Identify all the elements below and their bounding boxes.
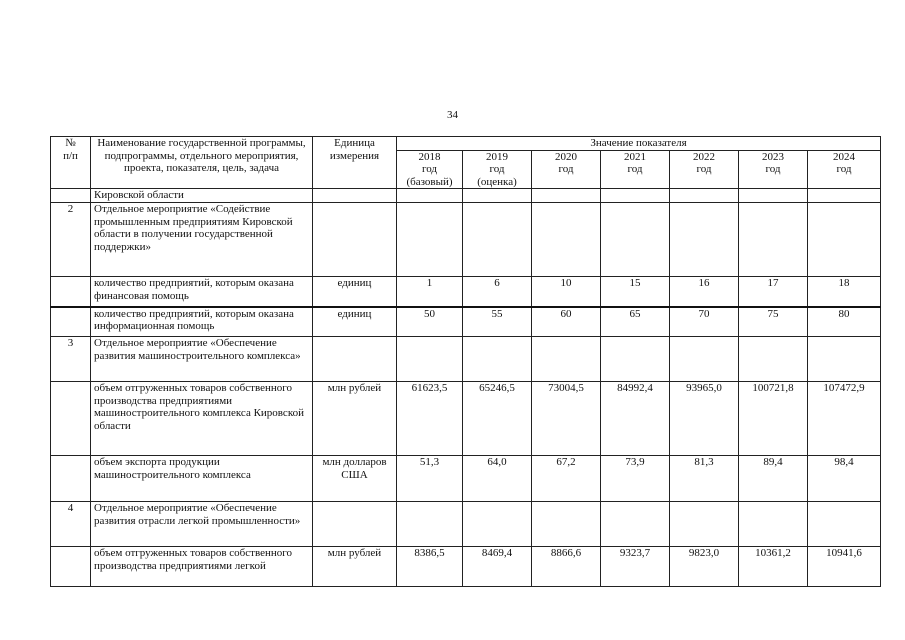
table-body	[51, 189, 881, 587]
row-value: 8469,4	[463, 547, 532, 587]
row-value	[739, 203, 808, 277]
row-value: 64,0	[463, 456, 532, 502]
row-value: 84992,4	[601, 382, 670, 456]
row-value	[808, 502, 881, 547]
row-value	[463, 337, 532, 382]
row-value	[808, 337, 881, 382]
row-value	[397, 337, 463, 382]
row-number	[51, 547, 91, 587]
row-value: 60	[532, 307, 601, 337]
row-unit: млн рублей	[313, 547, 397, 587]
row-value: 61623,5	[397, 382, 463, 456]
row-value	[532, 189, 601, 203]
row-unit	[313, 189, 397, 203]
row-value	[397, 203, 463, 277]
row-value: 100721,8	[739, 382, 808, 456]
header-year: 2018 год (базовый)	[397, 150, 463, 189]
row-name: количество предприятий, которым оказана финансовая помощь	[91, 277, 313, 307]
header-year: 2019 год (оценка)	[463, 150, 532, 189]
row-value: 65	[601, 307, 670, 337]
table-row	[51, 382, 881, 456]
row-value	[397, 502, 463, 547]
row-name: объем экспорта продукции машиностроительного комплекса	[91, 456, 313, 502]
header-year: 2022 год	[670, 150, 739, 189]
table-row	[51, 502, 881, 547]
row-value	[601, 337, 670, 382]
row-value	[601, 203, 670, 277]
row-value: 55	[463, 307, 532, 337]
row-value: 81,3	[670, 456, 739, 502]
row-value	[532, 337, 601, 382]
indicators-table	[50, 136, 881, 587]
table-row	[51, 337, 881, 382]
row-value	[463, 502, 532, 547]
row-number	[51, 277, 91, 307]
header-year: 2021 год	[601, 150, 670, 189]
row-unit: млн долларов США	[313, 456, 397, 502]
row-number	[51, 189, 91, 203]
row-value	[670, 189, 739, 203]
row-number	[51, 307, 91, 337]
row-unit: единиц	[313, 307, 397, 337]
row-value	[463, 189, 532, 203]
row-unit	[313, 337, 397, 382]
row-name: Отдельное мероприятие «Обеспечение развития машиностроительного комплекса»	[91, 337, 313, 382]
row-name: Отдельное мероприятие «Содействие промышленным предприятиям Кировской области в получении государственной поддержки»	[91, 203, 313, 277]
row-value: 70	[670, 307, 739, 337]
row-value: 50	[397, 307, 463, 337]
row-value: 16	[670, 277, 739, 307]
row-number: 2	[51, 203, 91, 277]
row-name: Отдельное мероприятие «Обеспечение развития отрасли легкой промышленности»	[91, 502, 313, 547]
table-row	[51, 203, 881, 277]
row-name: объем отгруженных товаров собственного производства предприятиями легкой	[91, 547, 313, 587]
table-row	[51, 277, 881, 307]
row-value: 73,9	[601, 456, 670, 502]
row-value: 9323,7	[601, 547, 670, 587]
row-unit: млн рублей	[313, 382, 397, 456]
row-value	[601, 189, 670, 203]
row-value: 10941,6	[808, 547, 881, 587]
row-value: 67,2	[532, 456, 601, 502]
row-value	[808, 189, 881, 203]
row-value: 8866,6	[532, 547, 601, 587]
row-value	[808, 203, 881, 277]
header-year: 2023 год	[739, 150, 808, 189]
row-value: 89,4	[739, 456, 808, 502]
row-value: 73004,5	[532, 382, 601, 456]
row-value	[739, 337, 808, 382]
header-year: 2024 год	[808, 150, 881, 189]
table-row	[51, 547, 881, 587]
header-year: 2020 год	[532, 150, 601, 189]
row-value	[670, 203, 739, 277]
row-value: 107472,9	[808, 382, 881, 456]
row-value: 1	[397, 277, 463, 307]
header-unit: Единица измерения	[313, 137, 397, 189]
page-number: 34	[447, 109, 458, 121]
row-name: количество предприятий, которым оказана информационная помощь	[91, 307, 313, 337]
table-row	[51, 189, 881, 203]
row-value	[463, 203, 532, 277]
row-value: 15	[601, 277, 670, 307]
row-value: 65246,5	[463, 382, 532, 456]
row-value: 9823,0	[670, 547, 739, 587]
row-value	[601, 502, 670, 547]
row-value	[739, 189, 808, 203]
header-num: № п/п	[51, 137, 91, 189]
row-unit	[313, 502, 397, 547]
row-value: 10361,2	[739, 547, 808, 587]
row-number	[51, 456, 91, 502]
row-value: 51,3	[397, 456, 463, 502]
row-value	[670, 502, 739, 547]
row-number: 4	[51, 502, 91, 547]
row-value: 8386,5	[397, 547, 463, 587]
row-name: объем отгруженных товаров собственного производства предприятиями машиностроительного комплекса Кировской области	[91, 382, 313, 456]
row-value: 93965,0	[670, 382, 739, 456]
table-header	[51, 137, 881, 189]
row-value: 98,4	[808, 456, 881, 502]
row-name: Кировской области	[91, 189, 313, 203]
header-values: Значение показателя	[397, 137, 881, 151]
row-number: 3	[51, 337, 91, 382]
row-value: 17	[739, 277, 808, 307]
header-name: Наименование государственной программы, подпрограммы, отдельного мероприятия, проекта, показателя, цель, задача	[91, 137, 313, 189]
row-value: 80	[808, 307, 881, 337]
row-value: 6	[463, 277, 532, 307]
table-row	[51, 456, 881, 502]
row-unit: единиц	[313, 277, 397, 307]
row-value: 18	[808, 277, 881, 307]
table-row	[51, 307, 881, 337]
row-value: 75	[739, 307, 808, 337]
row-value	[532, 502, 601, 547]
row-unit	[313, 203, 397, 277]
row-value	[739, 502, 808, 547]
row-value	[670, 337, 739, 382]
row-value	[397, 189, 463, 203]
row-value: 10	[532, 277, 601, 307]
row-number	[51, 382, 91, 456]
row-value	[532, 203, 601, 277]
